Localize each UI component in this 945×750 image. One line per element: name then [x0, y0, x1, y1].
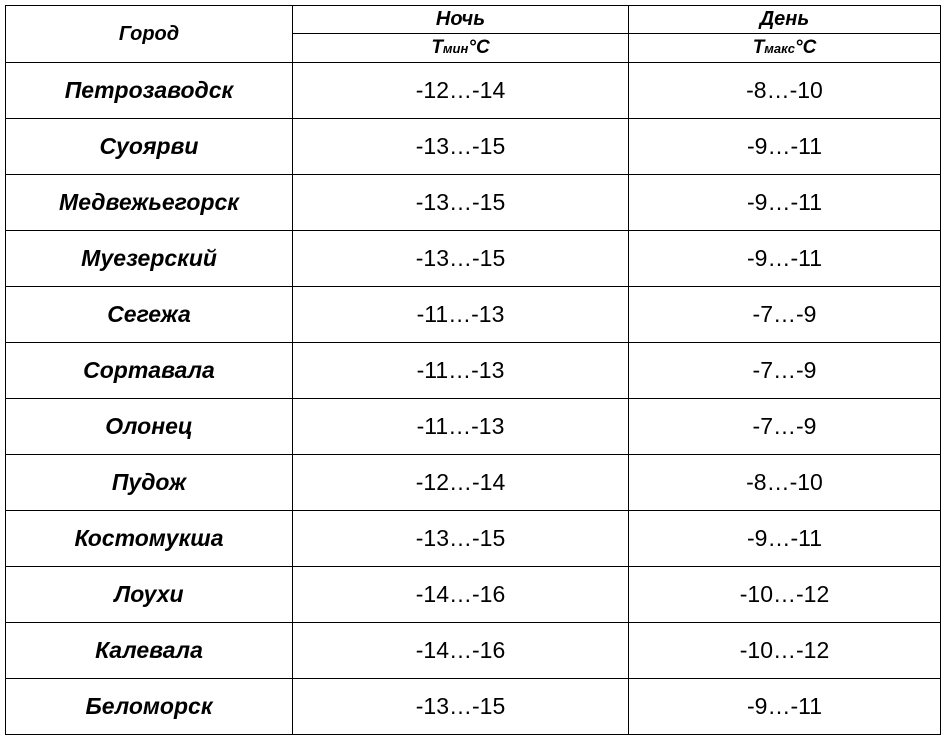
- night-temp-unit: °С: [468, 37, 490, 58]
- day-temp-cell: -10…-12: [629, 623, 941, 679]
- night-temp-symbol: Т: [431, 37, 443, 58]
- table-row: [6, 343, 941, 399]
- table-row: [6, 119, 941, 175]
- night-temp-cell: -12…-14: [293, 63, 629, 119]
- city-cell: Костомукша: [6, 511, 293, 567]
- city-cell: Калевала: [6, 623, 293, 679]
- day-temp-cell: -9…-11: [629, 511, 941, 567]
- forecast-table: [5, 5, 941, 735]
- table-row: [6, 567, 941, 623]
- city-cell: Сегежа: [6, 287, 293, 343]
- day-temp-cell: -7…-9: [629, 399, 941, 455]
- city-cell: Пудож: [6, 455, 293, 511]
- night-temp-cell: -14…-16: [293, 567, 629, 623]
- night-temp-cell: -13…-15: [293, 119, 629, 175]
- night-temp-subheader: [293, 34, 629, 63]
- day-temp-cell: -7…-9: [629, 287, 941, 343]
- city-cell: Муезерский: [6, 231, 293, 287]
- city-column-header: Город: [6, 6, 293, 63]
- day-temp-cell: -9…-11: [629, 119, 941, 175]
- table-row: [6, 455, 941, 511]
- night-temp-cell: -13…-15: [293, 511, 629, 567]
- day-temp-cell: -7…-9: [629, 343, 941, 399]
- day-temp-subheader: [629, 34, 941, 63]
- night-column-header: Ночь: [293, 6, 629, 34]
- table-row: [6, 623, 941, 679]
- night-temp-qualifier: мин: [442, 41, 469, 56]
- day-temp-symbol: Т: [752, 37, 765, 58]
- city-cell: Суоярви: [6, 119, 293, 175]
- table-row: [6, 399, 941, 455]
- night-temp-cell: -11…-13: [293, 343, 629, 399]
- day-temp-cell: -9…-11: [629, 679, 941, 735]
- night-temp-cell: -12…-14: [293, 455, 629, 511]
- city-cell: Медвежьегорск: [6, 175, 293, 231]
- night-temp-cell: -14…-16: [293, 623, 629, 679]
- night-temp-cell: -11…-13: [293, 399, 629, 455]
- city-cell: Петрозаводск: [6, 63, 293, 119]
- table-body: [6, 63, 941, 735]
- city-cell: Сортавала: [6, 343, 293, 399]
- day-temp-qualifier: макс: [764, 41, 795, 56]
- table-row: [6, 511, 941, 567]
- table-row: [6, 63, 941, 119]
- night-temp-cell: -13…-15: [293, 175, 629, 231]
- day-column-header: День: [629, 6, 941, 34]
- day-temp-cell: -8…-10: [629, 455, 941, 511]
- day-temp-unit: °С: [794, 37, 817, 58]
- city-cell: Беломорск: [6, 679, 293, 735]
- table-header: [6, 6, 941, 63]
- table-row: [6, 287, 941, 343]
- night-temp-cell: -13…-15: [293, 679, 629, 735]
- day-temp-cell: -10…-12: [629, 567, 941, 623]
- day-temp-cell: -8…-10: [629, 63, 941, 119]
- day-temp-cell: -9…-11: [629, 231, 941, 287]
- header-row: [6, 6, 941, 34]
- table-row: [6, 231, 941, 287]
- day-temp-cell: -9…-11: [629, 175, 941, 231]
- night-temp-cell: -11…-13: [293, 287, 629, 343]
- city-cell: Олонец: [6, 399, 293, 455]
- night-temp-cell: -13…-15: [293, 231, 629, 287]
- table-row: [6, 175, 941, 231]
- table-row: [6, 679, 941, 735]
- city-cell: Лоухи: [6, 567, 293, 623]
